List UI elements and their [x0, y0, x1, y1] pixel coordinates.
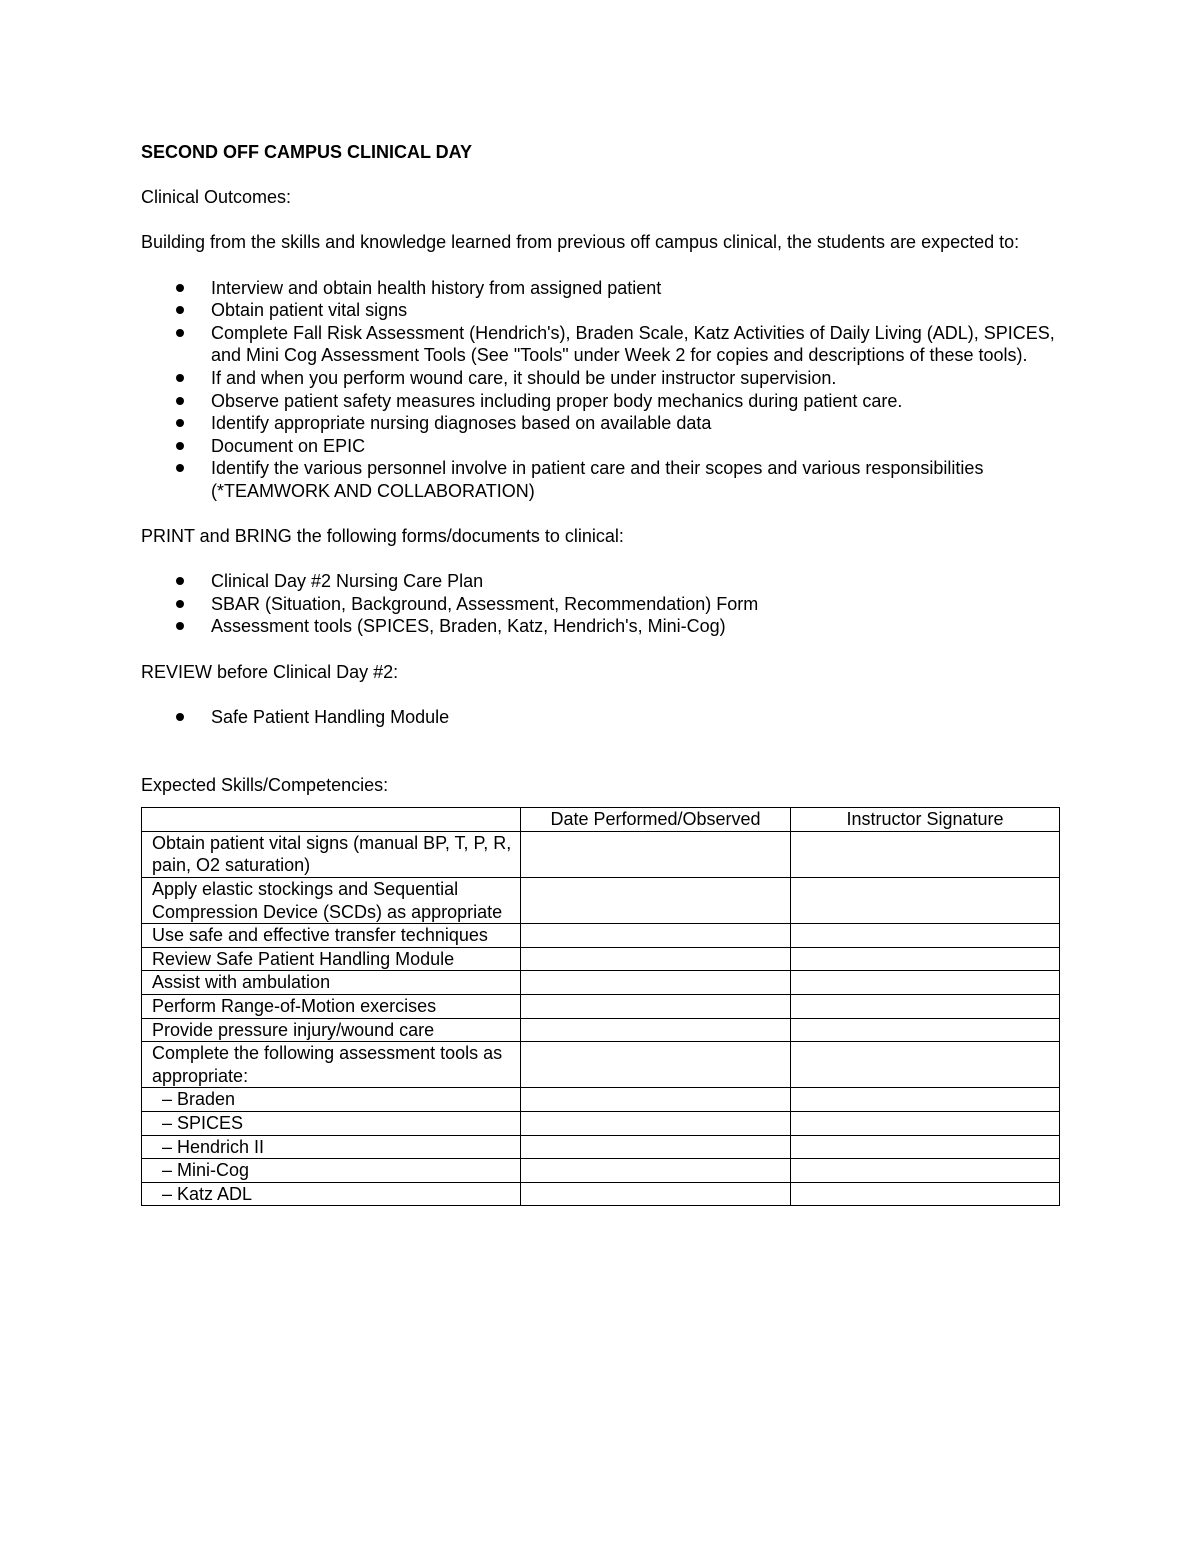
table-row — [142, 831, 1060, 877]
print-list — [141, 570, 1061, 638]
date-cell[interactable] — [521, 1018, 791, 1042]
signature-cell[interactable] — [791, 1042, 1060, 1088]
outcomes-list — [141, 277, 1061, 503]
table-row — [142, 924, 1060, 948]
bullet-icon — [176, 374, 184, 382]
signature-cell[interactable] — [791, 1135, 1060, 1159]
outcome-text: Identify appropriate nursing diagnoses based on available data — [211, 413, 712, 434]
date-cell[interactable] — [521, 1135, 791, 1159]
signature-cell[interactable] — [791, 1111, 1060, 1135]
signature-cell[interactable] — [791, 878, 1060, 924]
print-item-text: Clinical Day #2 Nursing Care Plan — [211, 571, 484, 592]
outcome-text: Interview and obtain health history from assigned patient — [211, 277, 662, 298]
skill-cell: Use safe and effective transfer techniques — [142, 924, 521, 948]
date-cell[interactable] — [521, 924, 791, 948]
list-item — [141, 277, 1061, 300]
table-row — [142, 1018, 1060, 1042]
skill-cell — [142, 1088, 521, 1112]
skill-cell: Assist with ambulation — [142, 971, 521, 995]
skill-cell: Obtain patient vital signs (manual BP, T, P, R, pain, O2 saturation) — [142, 831, 521, 877]
skill-cell: Perform Range-of-Motion exercises — [142, 994, 521, 1018]
table-row — [142, 878, 1060, 924]
header-cell-date: Date Performed/Observed — [521, 808, 791, 832]
bullet-icon — [176, 464, 184, 472]
date-cell[interactable] — [521, 971, 791, 995]
signature-cell[interactable] — [791, 831, 1060, 877]
date-cell[interactable] — [521, 1159, 791, 1183]
tool-name: – SPICES — [162, 1112, 244, 1133]
table-row — [142, 1111, 1060, 1135]
bullet-icon — [176, 442, 184, 450]
header-cell-skill — [142, 808, 521, 832]
review-item-text: Safe Patient Handling Module — [211, 706, 450, 727]
print-item-text: Assessment tools (SPICES, Braden, Katz, Hendrich's, Mini-Cog) — [211, 616, 726, 637]
outcome-text: Document on EPIC — [211, 435, 366, 456]
skill-cell — [142, 1135, 521, 1159]
date-cell[interactable] — [521, 947, 791, 971]
skill-cell: Review Safe Patient Handling Module — [142, 947, 521, 971]
list-item — [141, 299, 1061, 322]
date-cell[interactable] — [521, 1042, 791, 1088]
table-row — [142, 1135, 1060, 1159]
document-title: SECOND OFF CAMPUS CLINICAL DAY — [141, 142, 473, 162]
list-item — [141, 570, 1061, 593]
review-heading: REVIEW before Clinical Day #2: — [141, 661, 399, 682]
list-item — [141, 593, 1061, 616]
print-heading: PRINT and BRING the following forms/documents to clinical: — [141, 526, 624, 547]
date-cell[interactable] — [521, 878, 791, 924]
print-item-text: SBAR (Situation, Background, Assessment, Recommendation) Form — [211, 593, 759, 614]
outcome-text: Obtain patient vital signs — [211, 300, 408, 321]
intro-paragraph: Building from the skills and knowledge learned from previous off campus clinical, the students are expected to: — [141, 232, 1020, 253]
list-item — [141, 390, 1061, 413]
bullet-icon — [176, 419, 184, 427]
list-item — [141, 615, 1061, 638]
date-cell[interactable] — [521, 1111, 791, 1135]
signature-cell[interactable] — [791, 924, 1060, 948]
table-row — [142, 1042, 1060, 1088]
table-row — [142, 994, 1060, 1018]
date-cell[interactable] — [521, 831, 791, 877]
bullet-icon — [176, 713, 184, 721]
tool-name: – Braden — [162, 1089, 236, 1110]
bullet-icon — [176, 577, 184, 585]
skills-table — [141, 807, 1060, 1206]
review-list — [141, 706, 1061, 729]
list-item — [141, 435, 1061, 458]
table-row — [142, 947, 1060, 971]
skill-cell — [142, 1111, 521, 1135]
skill-cell: Apply elastic stockings and Sequential Compression Device (SCDs) as appropriate — [142, 878, 521, 924]
table-row — [142, 1182, 1060, 1206]
table-row — [142, 971, 1060, 995]
skills-heading: Expected Skills/Competencies: — [141, 774, 389, 795]
bullet-icon — [176, 622, 184, 630]
header-cell-signature: Instructor Signature — [791, 808, 1060, 832]
date-cell[interactable] — [521, 1088, 791, 1112]
skill-cell — [142, 1182, 521, 1206]
list-item — [141, 322, 1061, 367]
skill-cell — [142, 1159, 521, 1183]
date-cell[interactable] — [521, 994, 791, 1018]
list-item — [141, 457, 1061, 502]
bullet-icon — [176, 284, 184, 292]
list-item — [141, 706, 1061, 729]
signature-cell[interactable] — [791, 994, 1060, 1018]
bullet-icon — [176, 329, 184, 337]
skill-cell: Provide pressure injury/wound care — [142, 1018, 521, 1042]
outcome-text: Identify the various personnel involve in patient care and their scopes and various responsibilities (*TEAMWORK AND COLLABORATION) — [211, 458, 984, 501]
bullet-icon — [176, 397, 184, 405]
table-row — [142, 1159, 1060, 1183]
skill-cell: Complete the following assessment tools as appropriate: — [142, 1042, 521, 1088]
list-item — [141, 412, 1061, 435]
outcomes-heading: Clinical Outcomes: — [141, 187, 292, 208]
tool-name: – Katz ADL — [162, 1183, 253, 1204]
outcome-text: Complete Fall Risk Assessment (Hendrich's), Braden Scale, Katz Activities of Daily Living (ADL), SPICES, and Mini Cog Assessment Tools (See "Tools" under Week 2 for copies and descriptions of these tools). — [211, 322, 1055, 366]
signature-cell[interactable] — [791, 947, 1060, 971]
signature-cell[interactable] — [791, 1159, 1060, 1183]
signature-cell[interactable] — [791, 1018, 1060, 1042]
bullet-icon — [176, 600, 184, 608]
tool-name: – Mini-Cog — [162, 1160, 250, 1181]
date-cell[interactable] — [521, 1182, 791, 1206]
signature-cell[interactable] — [791, 1182, 1060, 1206]
list-item — [141, 367, 1061, 390]
signature-cell[interactable] — [791, 971, 1060, 995]
document-content — [141, 141, 1061, 1206]
outcome-text: If and when you perform wound care, it should be under instructor supervision. — [211, 367, 837, 388]
outcome-text: Observe patient safety measures including proper body mechanics during patient care. — [211, 390, 903, 411]
table-header-row — [142, 808, 1060, 832]
tool-name: – Hendrich II — [162, 1136, 265, 1157]
signature-cell[interactable] — [791, 1088, 1060, 1112]
bullet-icon — [176, 306, 184, 314]
table-row — [142, 1088, 1060, 1112]
